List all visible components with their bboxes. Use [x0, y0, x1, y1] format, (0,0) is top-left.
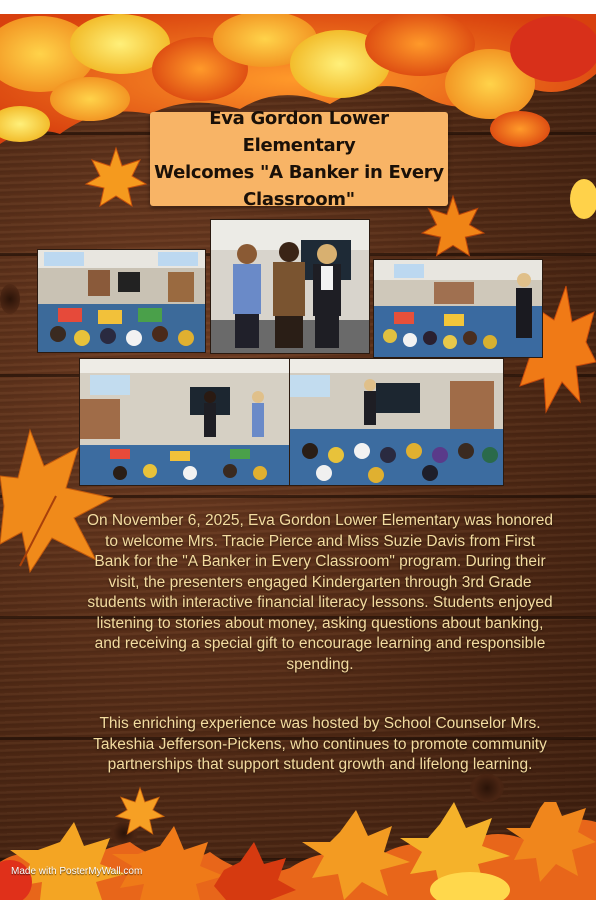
wood-knot: [0, 284, 20, 314]
title-line-2: Welcomes "A Banker in Every: [154, 162, 444, 183]
body-paragraph-1: On November 6, 2025, Eva Gordon Lower Elementary was honored to welcome Mrs. Tracie Pierce and Miss Suzie Davis from First Bank for the "A Banker in Every Classroom" program. During their visit, the presenters engaged Kindergarten through 3rd Grade students with interactive financial literacy lessons. Students enjoyed listening to stories about money, asking questions about banking, and receiving a special gift to encourage learning and responsible spending.: [86, 512, 554, 673]
maple-leaf-icon: [84, 146, 148, 216]
photo-classroom-left: [37, 249, 206, 353]
photo-classroom-right: [373, 259, 543, 358]
photo-presentation-left: [79, 358, 290, 486]
poster: [0, 14, 596, 900]
body-paragraph-2: This enriching experience was hosted by School Counselor Mrs. Takeshia Jefferson-Pickens, who continues to promote community partnerships that support student growth and lifelong learning.: [93, 715, 547, 773]
photo-presenters: [210, 219, 370, 354]
title-line-3: Classroom": [243, 189, 355, 210]
title-banner: [150, 108, 448, 210]
wood-knot: [470, 774, 504, 802]
leaf-icon: [566, 178, 596, 220]
title-line-1: Eva Gordon Lower Elementary: [209, 108, 389, 156]
watermark[interactable]: Made with PosterMyWall.com: [11, 866, 143, 877]
photo-presentation-right: [289, 358, 504, 486]
autumn-leaves-bottom: [0, 802, 596, 900]
